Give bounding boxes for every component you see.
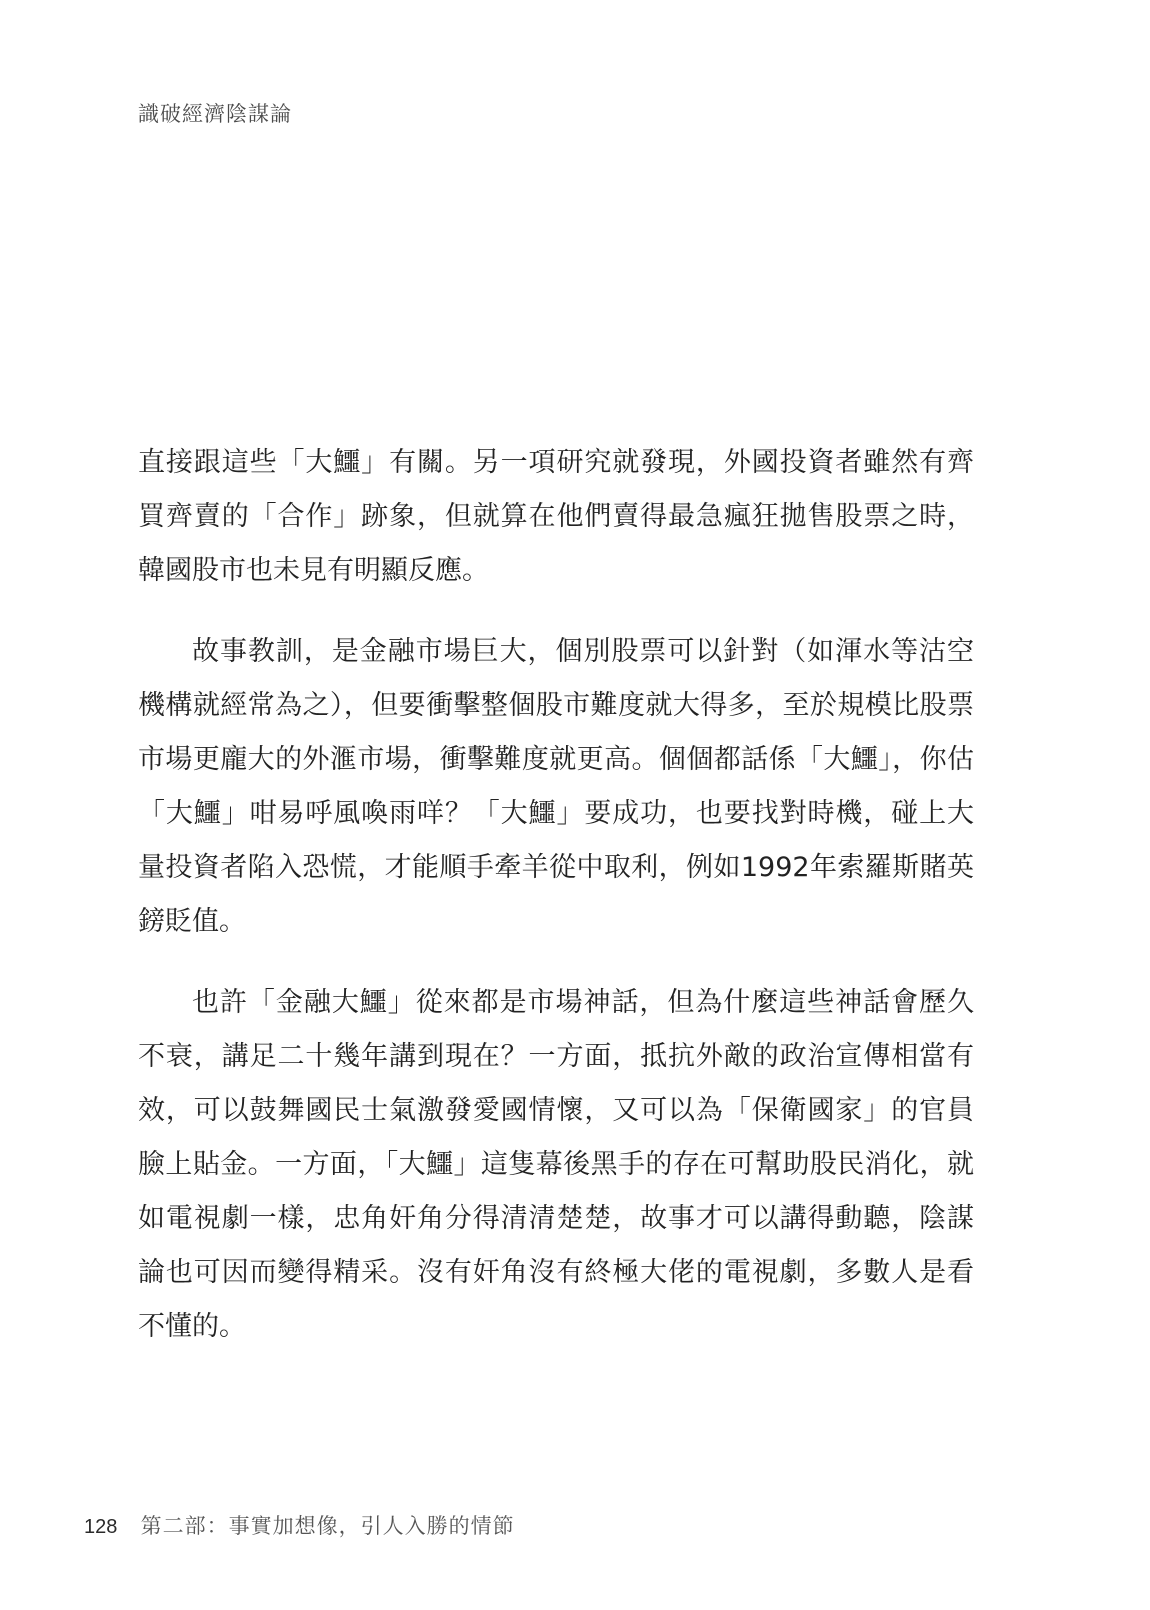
paragraph-myth: 也許「金融大鱷」從來都是市場神話，但為什麼這些神話會歷久不衰，講足二十幾年講到現在？一方面，抵抗外敵的政治宣傳相當有效，可以鼓舞國民士氣激發愛國情懷，又可以為「保衛國家」的官員臉上貼金。一方面，「大鱷」這隻幕後黑手的存在可幫助股民消化，就如電視劇一樣，忠角奸角分得清清楚楚，故事才可以講得動聽，陰謀論也可因而變得精采。沒有奸角沒有終極大佬的電視劇，多數人是看不懂的。 [138, 987, 974, 1342]
page-footer [84, 1510, 515, 1540]
page-number: 128 [84, 1516, 118, 1538]
body-text [138, 436, 974, 1381]
footer-section-title: 第二部：事實加想像，引人入勝的情節 [140, 1514, 515, 1538]
paragraph-continuation: 直接跟這些「大鱷」有關。另一項研究就發現，外國投資者雖然有齊買齊賣的「合作」跡象，但就算在他們賣得最急瘋狂拋售股票之時，韓國股市也未見有明顯反應。 [138, 447, 974, 586]
running-head-title: 識破經濟陰謀論 [138, 102, 292, 126]
paragraph-lesson: 故事教訓，是金融市場巨大，個別股票可以針對（如渾水等沽空機構就經常為之），但要衝擊整個股市難度就大得多，至於規模比股票市場更龐大的外滙市場，衝擊難度就更高。個個都話係「大鱷」，你估「大鱷」咁易呼風喚雨咩？「大鱷」要成功，也要找對時機，碰上大量投資者陷入恐慌，才能順手牽羊從中取利，例如1992年索羅斯賭英鎊貶值。 [138, 636, 974, 937]
